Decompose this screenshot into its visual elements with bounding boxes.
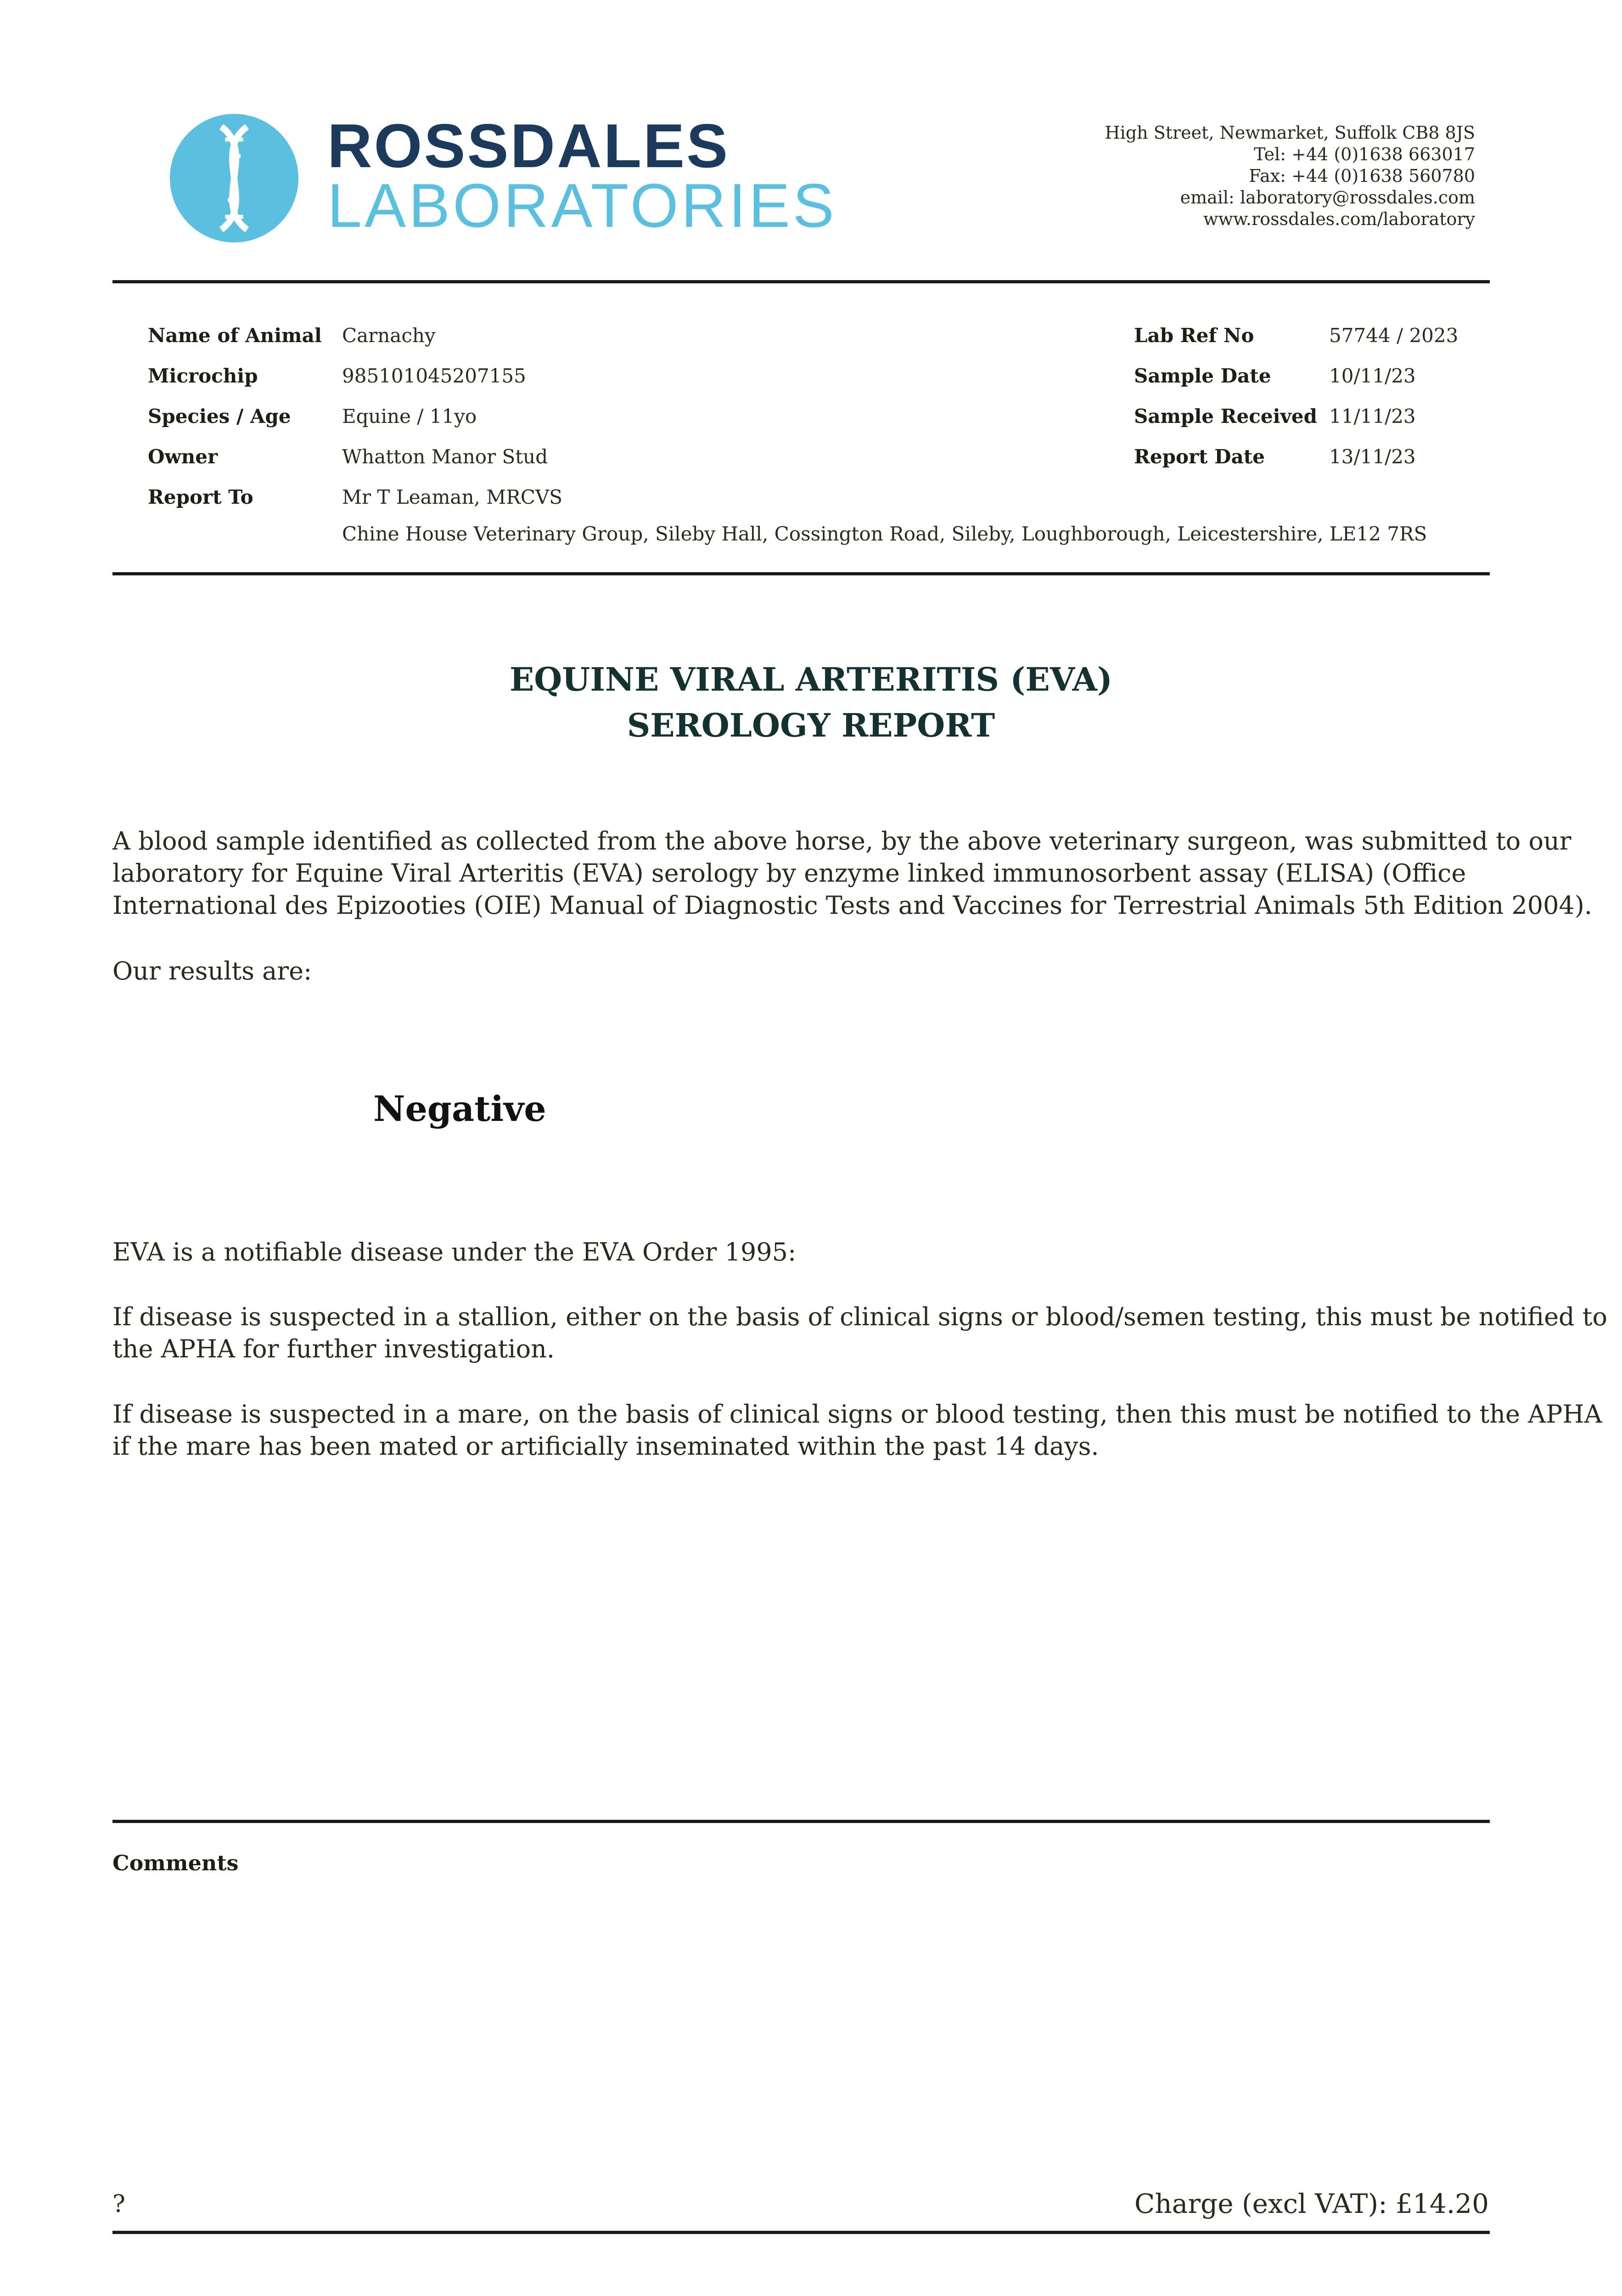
footer-mark: ? [112,2190,125,2218]
label-owner: Owner [148,445,218,468]
value-species-age: Equine / 11yo [342,405,477,428]
address-line: Fax: +44 (0)1638 560780 [1249,166,1475,186]
divider [112,280,1490,283]
address-line: Tel: +44 (0)1638 663017 [1254,144,1475,164]
divider [112,1820,1490,1823]
label-species-age: Species / Age [148,405,291,428]
label-sample-date: Sample Date [1134,365,1271,387]
notifiable-statement: EVA is a notifiable disease under the EVA Order 1995: [112,1238,797,1266]
logo-wordmark-bottom: LABORATORIES [327,171,837,240]
charge-amount: Charge (excl VAT): £14.20 [1134,2188,1489,2219]
paragraph-line: if the mare has been mated or artificially inseminated within the past 14 days. [112,1432,1099,1461]
results-intro: Our results are: [112,957,312,985]
divider [112,572,1490,575]
stallion-paragraph [112,1301,1607,1365]
value-sample-date: 10/11/23 [1329,365,1416,387]
test-result: Negative [373,1088,546,1129]
paragraph-line: laboratory for Equine Viral Arteritis (EVA) serology by enzyme linked immunosorbent assay (ELISA) (Office [112,859,1466,888]
value-report-to: Mr T Leaman, MRCVS [342,486,563,508]
value-sample-received: 11/11/23 [1329,405,1416,428]
comments-heading: Comments [112,1851,239,1875]
logo-wordmark-top: ROSSDALES [327,111,730,180]
label-sample-received: Sample Received [1134,405,1318,428]
dna-helix-icon [170,114,298,242]
report-title [0,657,1622,748]
value-report-date: 13/11/23 [1329,445,1416,468]
label-report-to: Report To [148,486,253,508]
paragraph-line: If disease is suspected in a stallion, either on the basis of clinical signs or blood/semen testing, this must be notified to [112,1302,1607,1331]
value-name-of-animal: Carnachy [342,324,436,347]
address-line: High Street, Newmarket, Suffolk CB8 8JS [1105,123,1475,143]
value-owner: Whatton Manor Stud [342,445,548,468]
label-name-of-animal: Name of Animal [148,324,322,347]
value-report-to-address: Chine House Veterinary Group, Sileby Hall, Cossington Road, Sileby, Loughborough, Leicestershire, LE12 7RS [342,523,1427,545]
paragraph-line: A blood sample identified as collected from the above horse, by the above veterinary surgeon, was submitted to our [112,827,1571,855]
label-report-date: Report Date [1134,445,1265,468]
intro-paragraph [112,825,1593,922]
paragraph-line: the APHA for further investigation. [112,1334,555,1363]
report-title-line: SEROLOGY REPORT [627,706,995,744]
report-title-line: EQUINE VIRAL ARTERITIS (EVA) [509,660,1113,698]
label-lab-ref-no: Lab Ref No [1134,324,1254,347]
value-microchip: 985101045207155 [342,365,526,387]
paragraph-line: If disease is suspected in a mare, on the basis of clinical signs or blood testing, then this must be notified to the APHA [112,1400,1602,1429]
paragraph-line: International des Epizooties (OIE) Manual of Diagnostic Tests and Vaccines for Terrestrial Animals 5th Edition 2004). [112,891,1593,920]
value-lab-ref-no: 57744 / 2023 [1329,324,1459,347]
mare-paragraph [112,1398,1602,1463]
address-line: www.rossdales.com/laboratory [1203,209,1475,229]
divider [112,2231,1490,2234]
label-microchip: Microchip [148,365,258,387]
address-line: email: laboratory@rossdales.com [1180,187,1475,208]
lab-address [1062,122,1475,230]
